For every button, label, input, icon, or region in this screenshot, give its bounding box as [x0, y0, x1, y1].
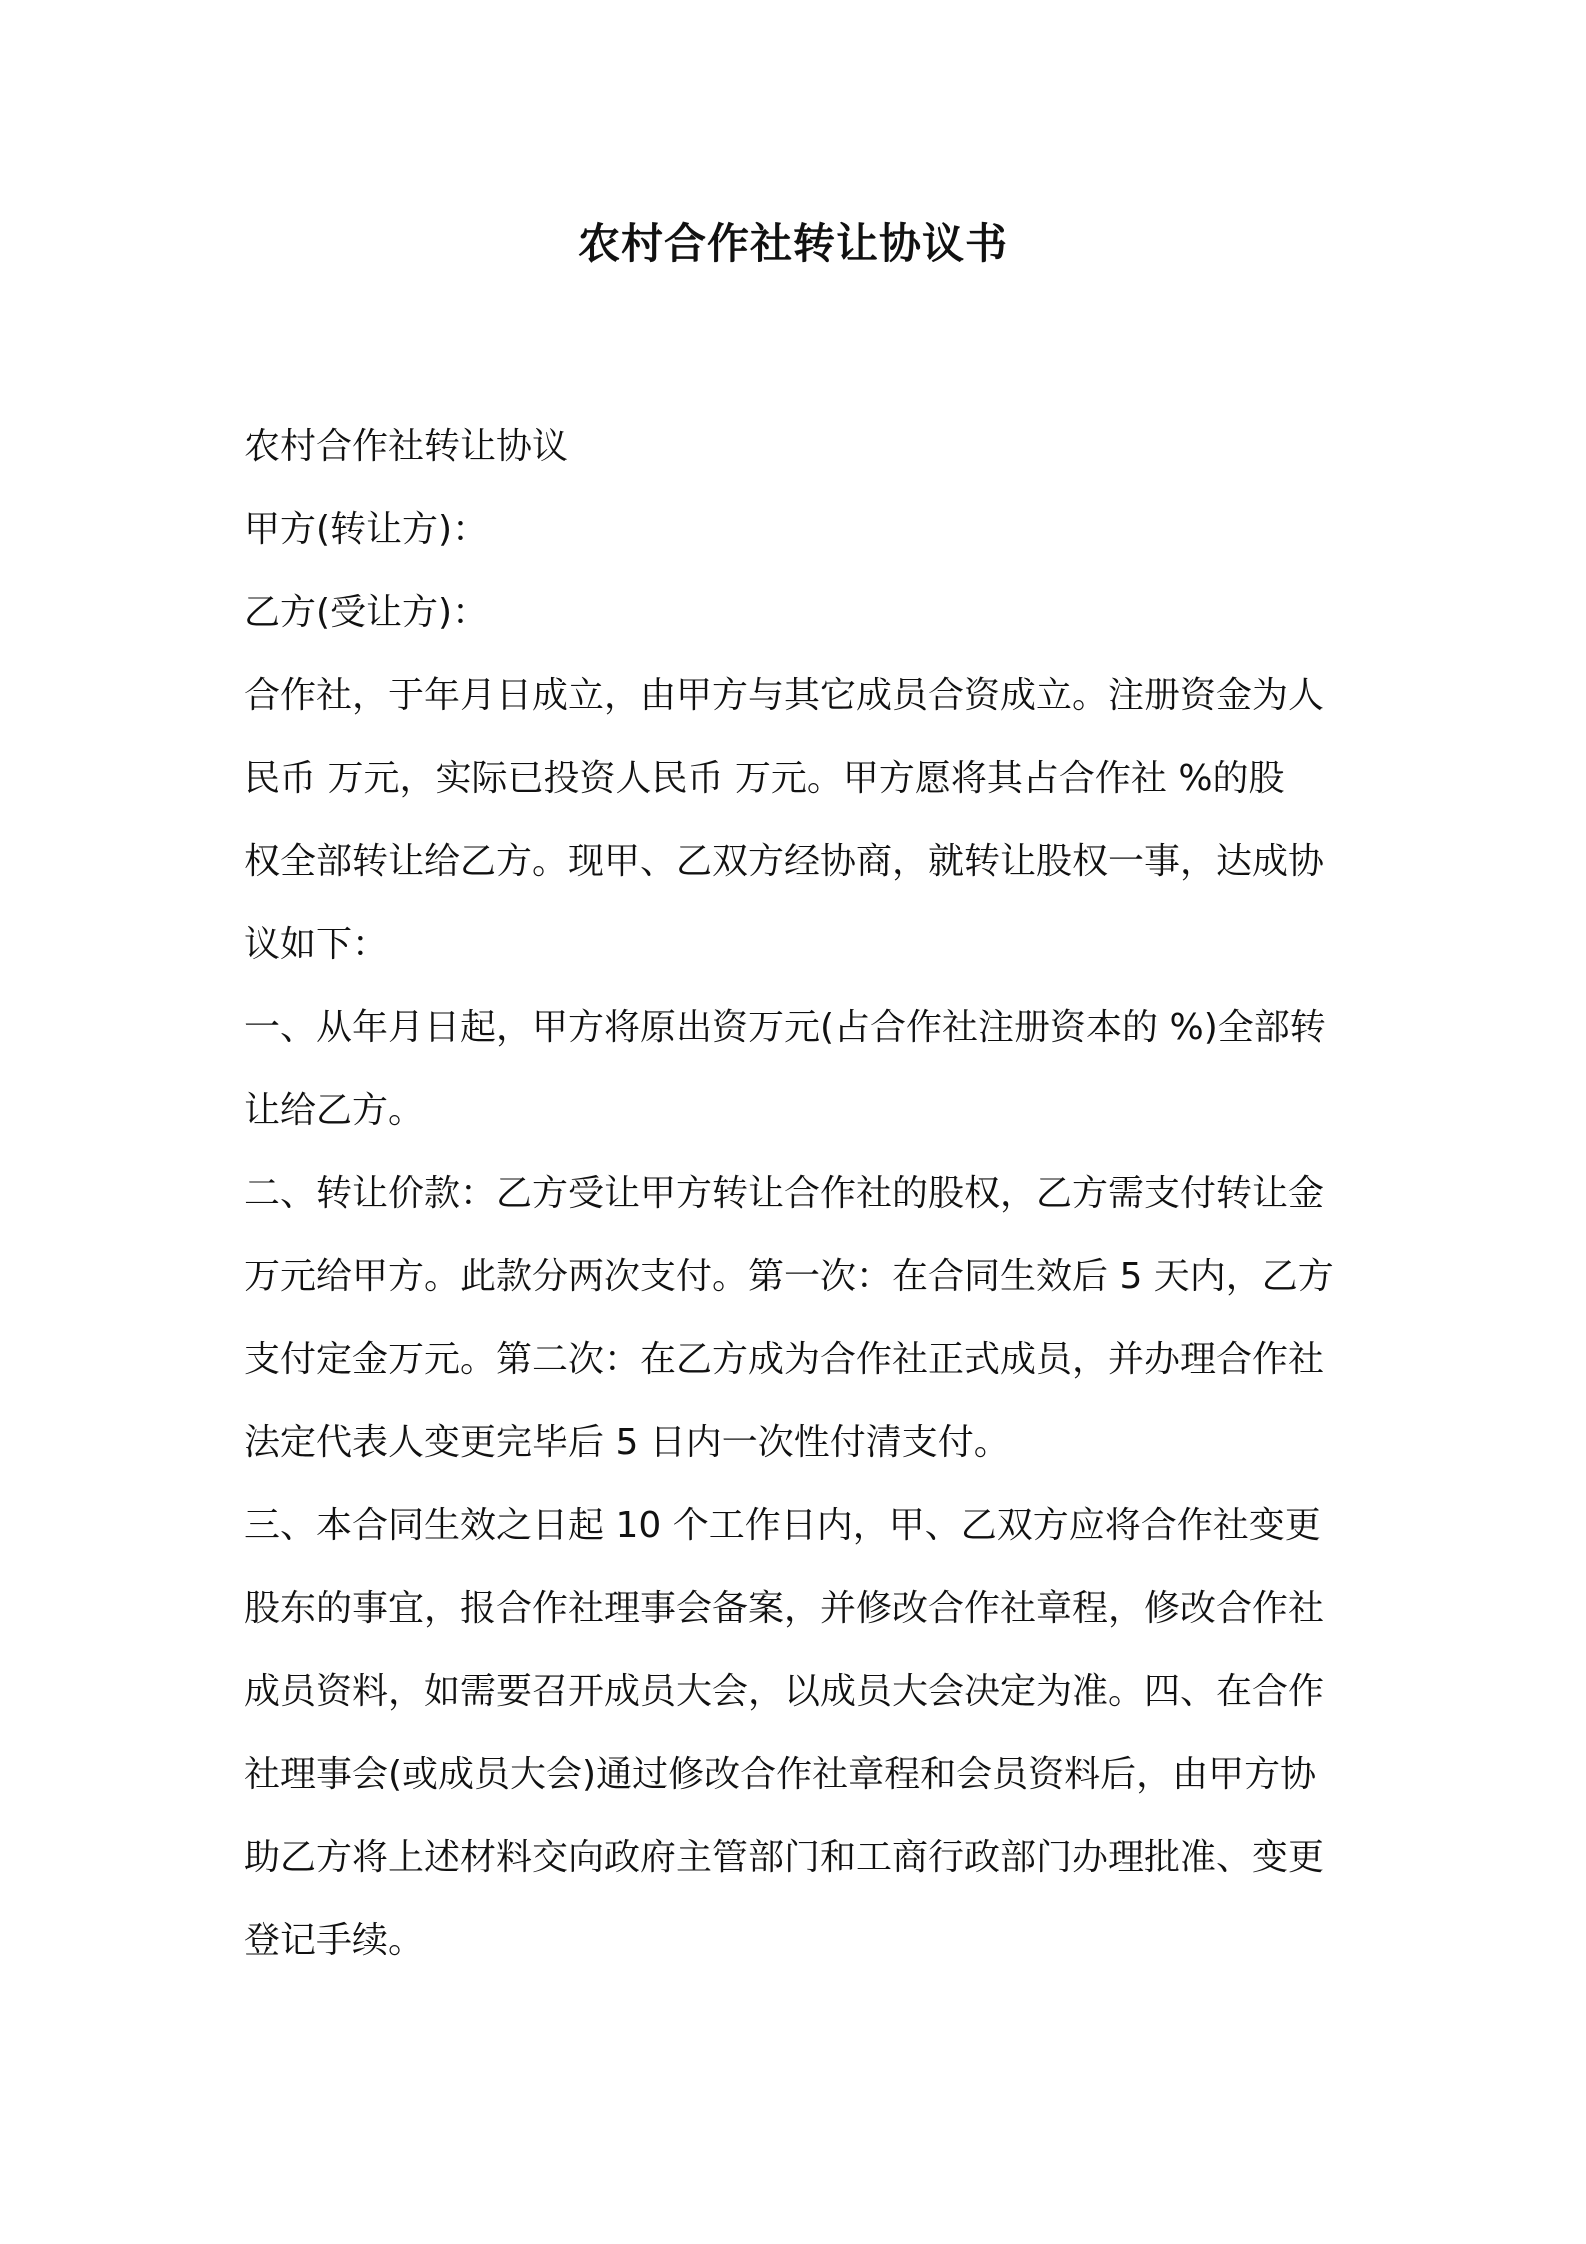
- party-b-line: 乙方(受让方)：: [244, 592, 489, 633]
- clause-4-line: 助乙方将上述材料交向政府主管部门和工商行政部门办理批准、变更: [244, 1837, 1325, 1878]
- intro-paragraph-line: 权全部转让给乙方。现甲、乙双方经协商，就转让股权一事，达成协: [244, 841, 1325, 882]
- clause-1-line: 让给乙方。: [244, 1090, 425, 1131]
- clause-1-line: 一、从年月日起，甲方将原出资万元(占合作社注册资本的 %)全部转: [244, 1007, 1326, 1048]
- clause-2-line: 支付定金万元。第二次：在乙方成为合作社正式成员，并办理合作社: [244, 1339, 1325, 1380]
- clause-4-line: 登记手续。: [244, 1920, 425, 1961]
- intro-paragraph-line: 议如下：: [244, 924, 389, 965]
- clause-2-line: 万元给甲方。此款分两次支付。第一次：在合同生效后 5 天内，乙方: [244, 1256, 1334, 1297]
- agreement-heading: 农村合作社转让协议: [244, 426, 569, 467]
- intro-paragraph-line: 合作社，于年月日成立，由甲方与其它成员合资成立。注册资金为人: [244, 675, 1325, 716]
- clause-3-line: 成员资料，如需要召开成员大会，以成员大会决定为准。四、在合作: [244, 1671, 1325, 1712]
- clause-3-line: 股东的事宜，报合作社理事会备案，并修改合作社章程，修改合作社: [244, 1588, 1325, 1629]
- clause-2-line: 法定代表人变更完毕后 5 日内一次性付清支付。: [244, 1422, 1010, 1463]
- document-title: 农村合作社转让协议书: [577, 219, 1008, 268]
- clause-3-line: 三、本合同生效之日起 10 个工作日内，甲、乙双方应将合作社变更: [244, 1505, 1321, 1546]
- clause-2-line: 二、转让价款：乙方受让甲方转让合作社的股权，乙方需支付转让金: [244, 1173, 1325, 1214]
- document-body: [244, 405, 1354, 1982]
- clause-4-line: 社理事会(或成员大会)通过修改合作社章程和会员资料后，由甲方协: [244, 1754, 1317, 1795]
- intro-paragraph-line: 民币 万元，实际已投资人民币 万元。甲方愿将其占合作社 %的股: [244, 758, 1285, 799]
- party-a-line: 甲方(转让方)：: [244, 509, 489, 550]
